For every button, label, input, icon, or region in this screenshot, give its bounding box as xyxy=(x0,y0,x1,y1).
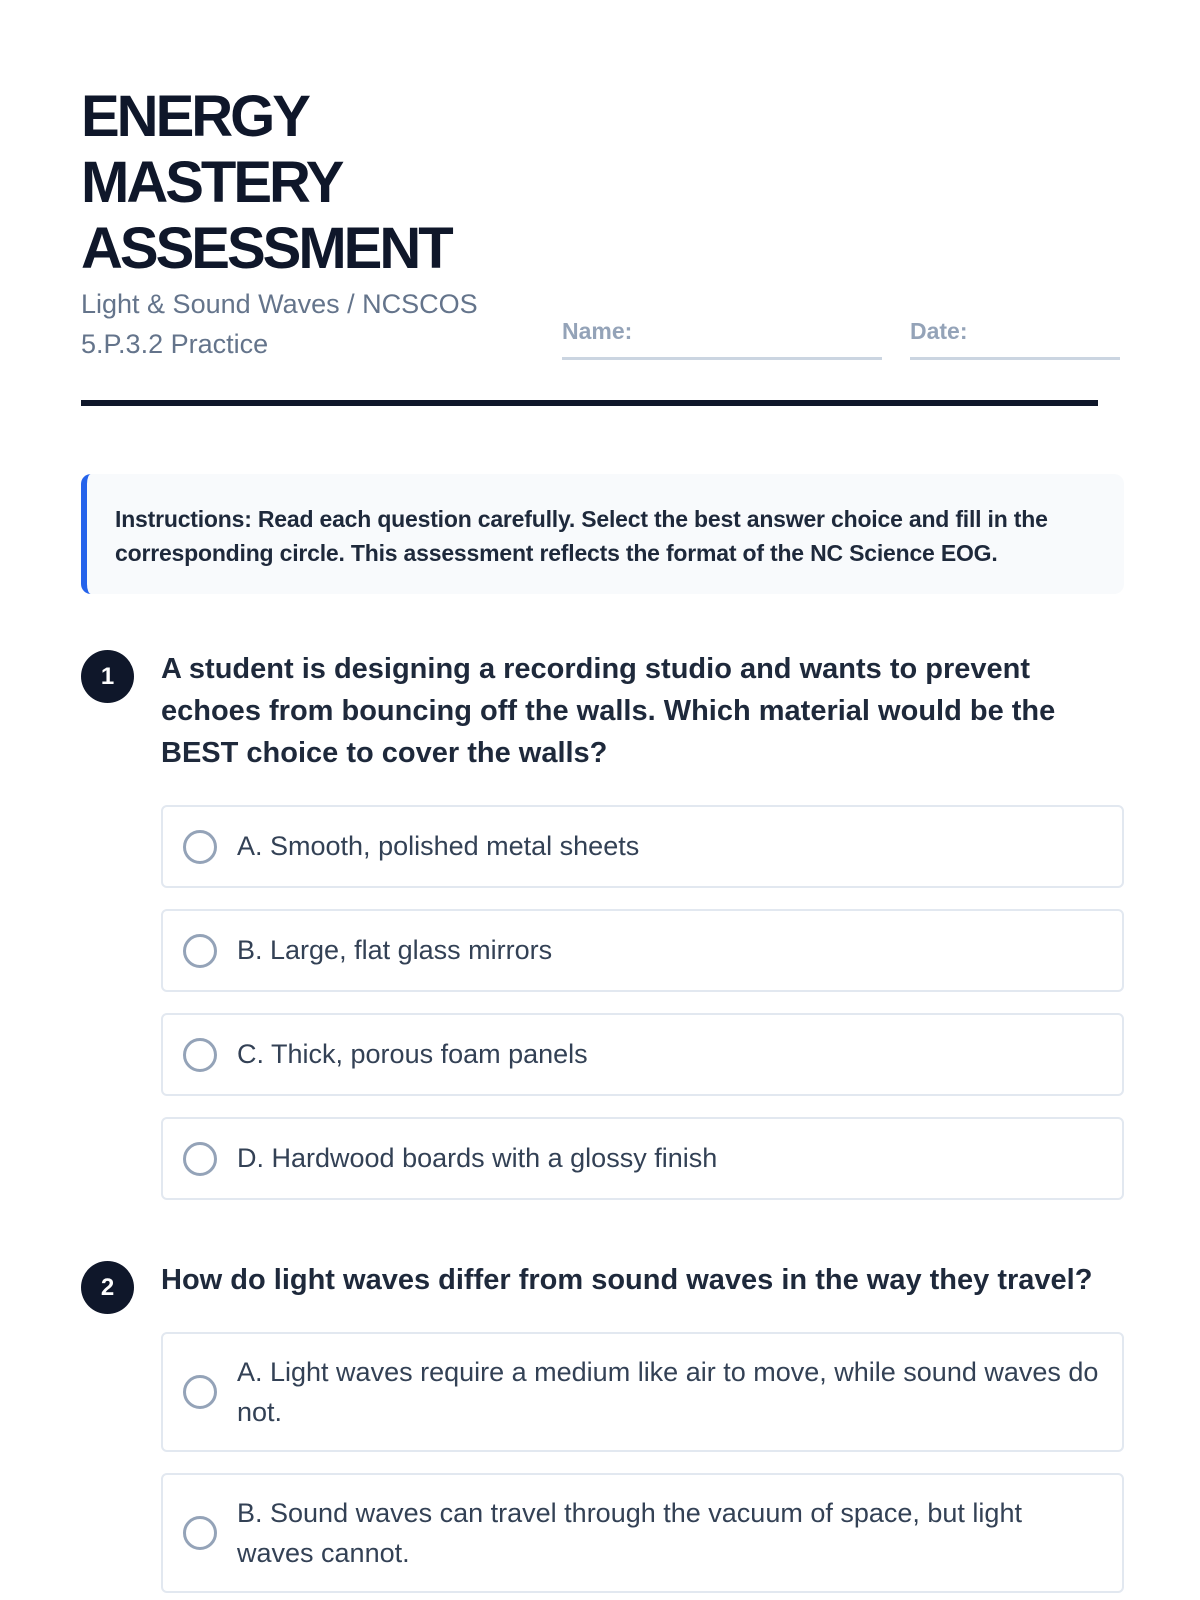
option-b[interactable] xyxy=(161,909,1124,992)
option-label: B. Sound waves can travel through the vacuum of space, but light waves cannot. xyxy=(237,1498,1022,1568)
radio-circle-icon[interactable] xyxy=(183,1038,217,1072)
option-a[interactable] xyxy=(161,805,1124,888)
option-label: A. Smooth, polished metal sheets xyxy=(237,831,640,861)
date-field[interactable] xyxy=(910,318,1120,360)
radio-circle-icon[interactable] xyxy=(183,934,217,968)
answer-options xyxy=(161,1332,1124,1593)
header-divider xyxy=(81,400,1098,406)
page-title xyxy=(81,84,521,282)
date-label: Date: xyxy=(910,318,968,344)
title-line-1: ENERGY xyxy=(81,84,308,149)
radio-circle-icon[interactable] xyxy=(183,1516,217,1550)
question-2 xyxy=(81,1259,1124,1600)
instructions-box: Instructions: Read each question carefully. Select the best answer choice and fill in the corresponding circle. This assessment reflects the format of the NC Science EOG. xyxy=(81,474,1124,594)
option-d[interactable] xyxy=(161,1117,1124,1200)
option-a[interactable] xyxy=(161,1332,1124,1452)
radio-circle-icon[interactable] xyxy=(183,1142,217,1176)
option-b[interactable] xyxy=(161,1473,1124,1593)
option-label: A. Light waves require a medium like air to move, while sound waves do not. xyxy=(237,1357,1099,1427)
option-c[interactable] xyxy=(161,1013,1124,1096)
radio-circle-icon[interactable] xyxy=(183,1375,217,1409)
question-number-badge: 2 xyxy=(81,1261,134,1314)
radio-circle-icon[interactable] xyxy=(183,830,217,864)
title-line-3: ASSESSMENT xyxy=(81,216,451,281)
page-header xyxy=(81,0,1098,408)
title-block xyxy=(81,84,521,364)
option-label: B. Large, flat glass mirrors xyxy=(237,935,553,965)
question-text: How do light waves differ from sound waves in the way they travel? xyxy=(161,1264,1093,1296)
name-field[interactable] xyxy=(562,318,882,360)
title-line-2: MASTERY xyxy=(81,150,342,215)
name-label: Name: xyxy=(562,318,633,344)
question-1 xyxy=(81,648,1124,1221)
question-number-badge: 1 xyxy=(81,650,134,703)
page-subtitle: Light & Sound Waves / NCSCOS 5.P.3.2 Practice xyxy=(81,289,478,359)
answer-options xyxy=(161,805,1124,1200)
option-label: D. Hardwood boards with a glossy finish xyxy=(237,1143,718,1173)
option-label: C. Thick, porous foam panels xyxy=(237,1039,588,1069)
question-text: A student is designing a recording studio and wants to prevent echoes from bouncing off the walls. Which material would be the BEST choice to cover the walls? xyxy=(161,653,1056,769)
